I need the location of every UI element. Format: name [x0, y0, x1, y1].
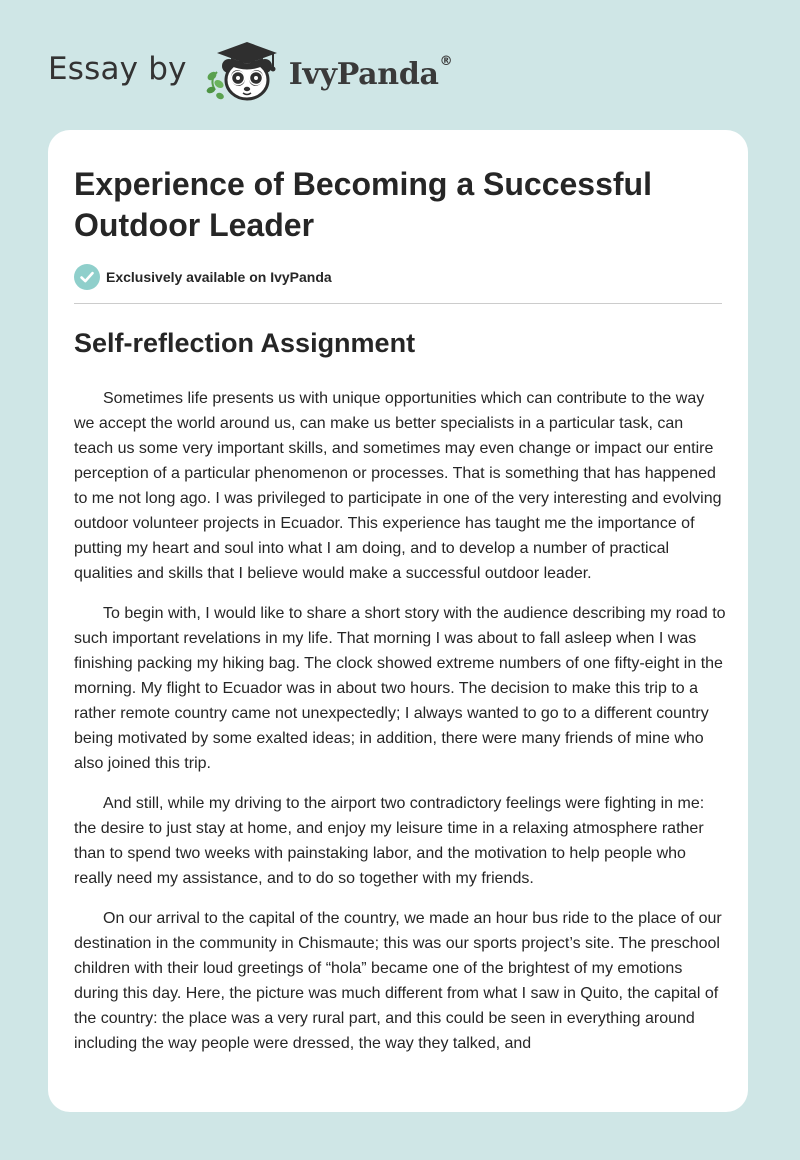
- essay-title: Experience of Becoming a Successful Outdoor Leader: [74, 166, 652, 243]
- essay-paragraph: And still, while my driving to the airport two contradictory feelings were fighting in me: the desire to just stay at home, and enjoy my leisure time in a relaxing atmosphere rather than to spend two weeks with painstaking labor, and the motivation to help people who really need my assistance, and to do so together with my friends.: [74, 795, 705, 887]
- exclusive-badge: [74, 264, 332, 290]
- brand-prefix: Essay by: [48, 51, 187, 87]
- header-divider: [74, 303, 722, 304]
- checkmark-circle-icon: [74, 264, 100, 290]
- brand-name[interactable]: IvyPanda: [288, 56, 439, 92]
- panda-graduate-logo-icon[interactable]: [201, 36, 293, 108]
- badge-text: Exclusively available on IvyPanda: [106, 269, 332, 285]
- essay-paragraph: To begin with, I would like to share a short story with the audience describing my road to such important revelations in my life. That morning I was about to fall asleep when I was finishing packing my hiking bag. The clock showed extreme numbers of one fifty-eight in the morning. My flight to Ecuador was in about two hours. The decision to make this trip to a rather remote country came not unexpectedly; I always wanted to go to a different country being motivated by some exalted ideas; in addition, there were many friends of mine who also joined this trip.: [74, 605, 726, 772]
- registered-mark: ®: [439, 54, 453, 69]
- section-heading: Self-reflection Assignment: [74, 328, 416, 358]
- essay-card: [48, 130, 748, 1112]
- essay-paragraph: Sometimes life presents us with unique opportunities which can contribute to the way we accept the world around us, can make us better specialists in a particular task, can teach us some very important skills, and sometimes may even change or impact our entire perception of a particular phenomenon or processes. That is something that has happened to me not long ago. I was privileged to participate in one of the very interesting and evolving outdoor volunteer projects in Ecuador. This experience has taught me the importance of putting my heart and soul into what I am doing, and to develop a number of practical qualities and skills that I believe would make a successful outdoor leader.: [74, 390, 722, 582]
- site-header: [48, 36, 453, 108]
- essay-paragraph: On our arrival to the capital of the country, we made an hour bus ride to the place of our destination in the community in Chismaute; this was our sports project’s site. The preschool children with their loud greetings of “hola” became one of the brightest of my emotions during this day. Here, the picture was much different from what I saw in Quito, the capital of the country: the place was a very rural part, and this could be seen in everything around including the way people were dressed, the way they talked, and: [74, 910, 722, 1052]
- essay-body: [74, 386, 726, 1071]
